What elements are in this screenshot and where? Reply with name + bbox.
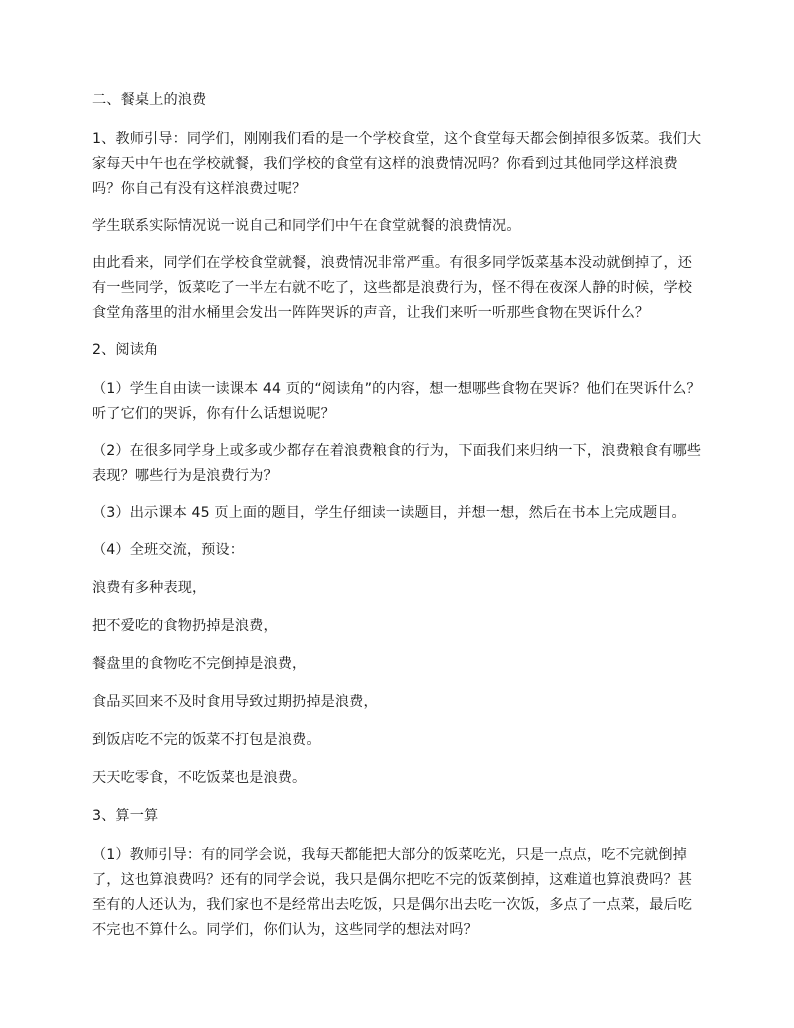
paragraph-reading-item-4: （4）全班交流，预设：	[92, 542, 245, 558]
paragraph-calculate-item-1: （1）教师引导：有的同学会说，我每天都能把大部分的饭菜吃光，只是一点点，吃不完就倒掉了，这也算浪费吗？还有的同学会说，我只是偶尔把吃不完的饭菜倒掉，这难道也算浪费吗？甚至有的人还认为，我们家也不是经常出去吃饭，只是偶尔出去吃一次饭，多点了一点菜，最后吃不完也不算什么。同学们，你们认为，这些同学的想法对吗？	[92, 847, 693, 938]
document-page	[92, 88, 704, 955]
paragraph-reading-item-3: （3）出示课本 45 页上面的题目，学生仔细读一读题目，并想一想，然后在书本上完成题目。	[92, 505, 686, 521]
section-heading-reading-corner: 2、阅读角	[92, 342, 159, 358]
paragraph-waste-form-5: 天天吃零食，不吃饭菜也是浪费。	[92, 770, 307, 786]
paragraph-waste-form-4: 到饭店吃不完的饭菜不打包是浪费。	[92, 732, 321, 748]
paragraph-reading-item-2: （2）在很多同学身上或多或少都存在着浪费粮食的行为，下面我们来归纳一下，浪费粮食有哪些表现？哪些行为是浪费行为？	[92, 443, 702, 484]
section-heading-calculate: 3、算一算	[92, 808, 159, 824]
paragraph-teacher-guide-1: 1、教师引导：同学们，刚刚我们看的是一个学校食堂，这个食堂每天都会倒掉很多饭菜。我们大家每天中午也在学校就餐，我们学校的食堂有这样的浪费情况吗？你看到过其他同学这样浪费吗？你自己有没有这样浪费过呢？	[92, 131, 702, 197]
section-heading-waste-at-table: 二、餐桌上的浪费	[92, 92, 207, 108]
paragraph-waste-form-2: 餐盘里的食物吃不完倒掉是浪费，	[92, 656, 307, 672]
paragraph-waste-form-1: 把不爱吃的食物扔掉是浪费，	[92, 618, 278, 634]
paragraph-reading-item-1: （1）学生自由读一读课本 44 页的“阅读角”的内容，想一想哪些食物在哭诉？他们在哭诉什么？听了它们的哭诉，你有什么话想说呢？	[92, 381, 701, 422]
paragraph-waste-serious: 由此看来，同学们在学校食堂就餐，浪费情况非常严重。有很多同学饭菜基本没动就倒掉了，还有一些同学，饭菜吃了一半左右就不吃了，这些都是浪费行为，怪不得在夜深人静的时候，学校食堂角落里的泔水桶里会发出一阵阵哭诉的声音，让我们来听一听那些食物在哭诉什么？	[92, 255, 693, 321]
paragraph-waste-forms: 浪费有多种表现，	[92, 580, 207, 596]
paragraph-student-discussion: 学生联系实际情况说一说自己和同学们中午在食堂就餐的浪费情况。	[92, 218, 521, 234]
paragraph-waste-form-3: 食品买回来不及时食用导致过期扔掉是浪费，	[92, 694, 378, 710]
